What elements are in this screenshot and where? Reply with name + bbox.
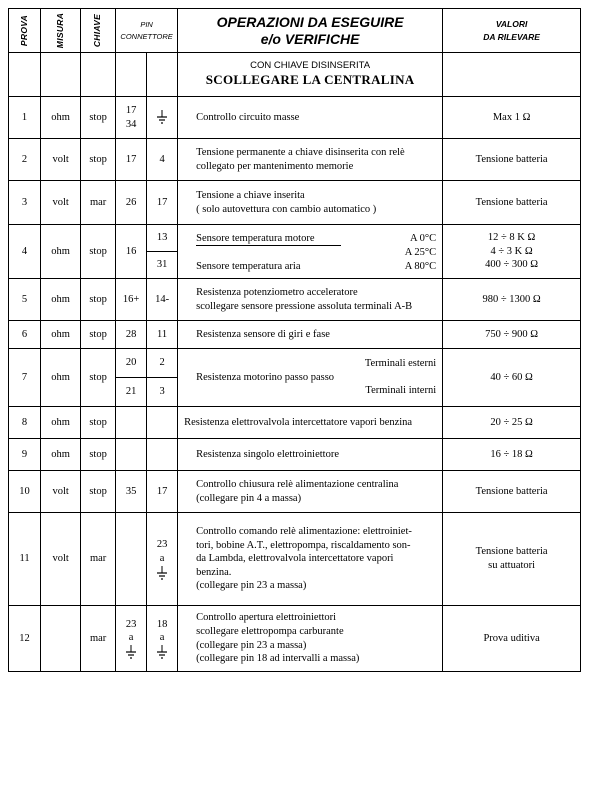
operation-cell: Terminali esterni Resistenza motorino passo passo Terminali interni (178, 349, 443, 407)
value-cell: Tensione batteria su attuatori (443, 513, 581, 606)
value-cell: Tensione batteria (443, 181, 581, 225)
intro-instruction: CON CHIAVE DISINSERITA SCOLLEGARE LA CENTRALINA (178, 53, 443, 97)
prova-cell: 4 (9, 225, 41, 279)
pin-a-cell: 23 a (116, 606, 147, 672)
pin-b-cell: 18 a (147, 606, 178, 672)
prova-cell: 2 (9, 139, 41, 181)
prova-header: PROVA (9, 9, 41, 53)
prova-cell: 11 (9, 513, 41, 606)
pin-a-cell (116, 513, 147, 606)
table-row (9, 471, 581, 513)
value-cell: 20 ÷ 25 Ω (443, 407, 581, 439)
misura-cell: volt (41, 471, 81, 513)
operation-cell: Controllo comando relè alimentazione: elettroiniet- tori, bobine A.T., elettropompa, riscaldamento son- da Lambda, elettrovalvola intercettatore vapori benzina. (collegare pin 23 a massa) (178, 513, 443, 606)
pin-b-cell (147, 439, 178, 471)
valori-header: VALORI DA RILEVARE (443, 9, 581, 53)
misura-cell (41, 606, 81, 672)
ground-icon (156, 645, 168, 659)
table-row (9, 407, 581, 439)
pin-a-cell: 17 (116, 139, 147, 181)
table-row (9, 139, 581, 181)
header-row (9, 9, 581, 53)
pin-b-cell: 17 (147, 471, 178, 513)
table-row (9, 349, 581, 378)
pin-a-cell: 20 (116, 349, 147, 378)
chiave-cell: stop (81, 349, 116, 407)
value-cell: Prova uditiva (443, 606, 581, 672)
pin-b-cell: 14- (147, 279, 178, 321)
operation-cell: Resistenza elettrovalvola intercettatore vapori benzina (178, 407, 443, 439)
misura-cell: volt (41, 181, 81, 225)
ground-icon (156, 566, 168, 580)
pin-b-cell: 11 (147, 321, 178, 349)
pin-b-cell: 13 (147, 225, 178, 252)
table-row (9, 321, 581, 349)
misura-cell: ohm (41, 349, 81, 407)
prova-cell: 1 (9, 97, 41, 139)
value-cell: 12 ÷ 8 K Ω 4 ÷ 3 K Ω 400 ÷ 300 Ω (443, 225, 581, 279)
ground-icon (125, 645, 137, 659)
pin-a-cell: 21 (116, 378, 147, 407)
misura-header: MISURA (41, 9, 81, 53)
value-cell: Tensione batteria (443, 471, 581, 513)
pin-b-cell: 31 (147, 252, 178, 279)
table-row (9, 181, 581, 225)
operation-cell: Tensione a chiave inserita ( solo autovettura con cambio automatico ) (178, 181, 443, 225)
pin-b-cell: 3 (147, 378, 178, 407)
misura-cell: ohm (41, 97, 81, 139)
prova-cell: 7 (9, 349, 41, 407)
chiave-cell: stop (81, 439, 116, 471)
pin-a-cell: 16 (116, 225, 147, 279)
pin-a-cell: 16+ (116, 279, 147, 321)
table-row (9, 97, 581, 139)
prova-cell: 8 (9, 407, 41, 439)
pin-b-cell: 23 a (147, 513, 178, 606)
value-cell: 16 ÷ 18 Ω (443, 439, 581, 471)
prova-cell: 9 (9, 439, 41, 471)
test-table (8, 8, 581, 672)
operazioni-header: OPERAZIONI DA ESEGUIRE e/o VERIFICHE (178, 9, 443, 53)
chiave-cell: stop (81, 407, 116, 439)
pin-b-cell: 17 (147, 181, 178, 225)
value-cell: 40 ÷ 60 Ω (443, 349, 581, 407)
chiave-header: CHIAVE (81, 9, 116, 53)
operation-cell: Sensore temperatura motore A 0°C A 25°C Sensore temperatura aria A 80°C (178, 225, 443, 279)
ground-icon (156, 110, 168, 124)
table-row (9, 439, 581, 471)
value-cell: Max 1 Ω (443, 97, 581, 139)
table-row (9, 279, 581, 321)
misura-cell: ohm (41, 279, 81, 321)
misura-cell: ohm (41, 407, 81, 439)
value-cell: 980 ÷ 1300 Ω (443, 279, 581, 321)
operation-cell: Tensione permanente a chiave disinserita con relè collegato per mantenimento memorie (178, 139, 443, 181)
value-cell: Tensione batteria (443, 139, 581, 181)
chiave-cell: stop (81, 279, 116, 321)
table-row (9, 225, 581, 252)
table-row (9, 606, 581, 672)
chiave-cell: mar (81, 606, 116, 672)
pin-a-cell: 26 (116, 181, 147, 225)
operation-cell: Controllo chiusura relè alimentazione centralina (collegare pin 4 a massa) (178, 471, 443, 513)
misura-cell: volt (41, 513, 81, 606)
pin-a-cell: 17 34 (116, 97, 147, 139)
operation-cell: Controllo apertura elettroiniettori scollegare elettropompa carburante (collegare pin 23 a massa) (collegare pin 18 ad intervalli a massa) (178, 606, 443, 672)
intro-row (9, 53, 581, 97)
value-cell: 750 ÷ 900 Ω (443, 321, 581, 349)
chiave-cell: mar (81, 181, 116, 225)
operation-cell: Resistenza sensore di giri e fase (178, 321, 443, 349)
pin-a-cell: 35 (116, 471, 147, 513)
chiave-cell: mar (81, 513, 116, 606)
prova-cell: 10 (9, 471, 41, 513)
pin-a-cell (116, 407, 147, 439)
prova-cell: 3 (9, 181, 41, 225)
pin-b-cell (147, 97, 178, 139)
pin-connettore-header: PIN CONNETTORE (116, 9, 178, 53)
prova-cell: 6 (9, 321, 41, 349)
chiave-cell: stop (81, 321, 116, 349)
misura-cell: ohm (41, 225, 81, 279)
chiave-cell: stop (81, 225, 116, 279)
operation-cell: Controllo circuito masse (178, 97, 443, 139)
pin-b-cell (147, 407, 178, 439)
chiave-cell: stop (81, 471, 116, 513)
operation-cell: Resistenza potenziometro acceleratore scollegare sensore pressione assoluta terminali A-B (178, 279, 443, 321)
pin-b-cell: 4 (147, 139, 178, 181)
prova-cell: 12 (9, 606, 41, 672)
misura-cell: ohm (41, 321, 81, 349)
chiave-cell: stop (81, 97, 116, 139)
operation-cell: Resistenza singolo elettroiniettore (178, 439, 443, 471)
misura-cell: ohm (41, 439, 81, 471)
pin-b-cell: 2 (147, 349, 178, 378)
table-row (9, 513, 581, 606)
pin-a-cell: 28 (116, 321, 147, 349)
misura-cell: volt (41, 139, 81, 181)
pin-a-cell (116, 439, 147, 471)
chiave-cell: stop (81, 139, 116, 181)
prova-cell: 5 (9, 279, 41, 321)
test-table-sheet (8, 8, 581, 672)
